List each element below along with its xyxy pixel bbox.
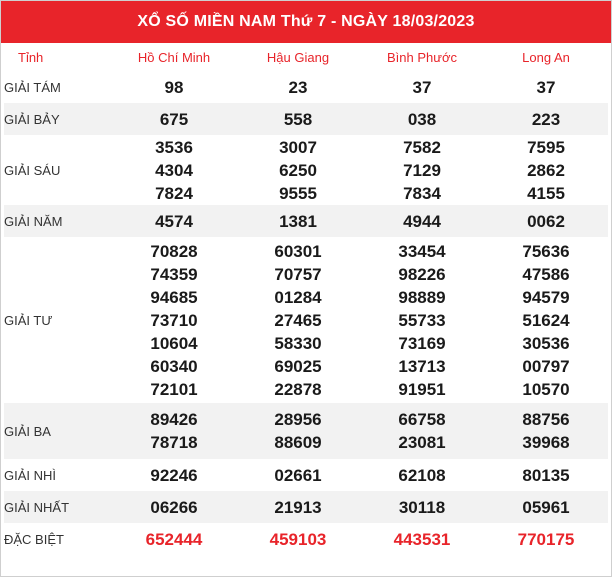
- prize-cell: [236, 71, 360, 103]
- winning-number: 60340: [150, 356, 198, 376]
- winning-number: 9555: [279, 183, 317, 203]
- prize-row: [4, 71, 608, 103]
- prize-cell: [112, 237, 236, 403]
- winning-number: 10604: [150, 333, 198, 353]
- winning-number: 94685: [150, 287, 198, 307]
- prize-cell: [484, 237, 608, 403]
- province-hcm[interactable]: Hồ Chí Minh: [137, 49, 211, 65]
- winning-number: 02661: [274, 465, 322, 485]
- winning-number: 22878: [274, 379, 322, 399]
- winning-number: 1381: [279, 211, 317, 231]
- winning-number: 39968: [522, 433, 570, 452]
- winning-number: 92246: [150, 465, 198, 485]
- prize-cell: [360, 459, 484, 491]
- prize-cell: [236, 237, 360, 403]
- prize-label: GIẢI TƯ: [4, 312, 53, 328]
- winning-number: 33454: [398, 241, 446, 261]
- winning-number: 443531: [393, 529, 451, 549]
- winning-number: 10570: [522, 379, 570, 399]
- prize-label: GIẢI NĂM: [4, 205, 112, 237]
- winning-number: 675: [159, 109, 189, 129]
- winning-number: 23: [288, 77, 308, 97]
- prize-row: [4, 135, 608, 205]
- prize-cell: [112, 103, 236, 135]
- prize-row: [4, 205, 608, 237]
- province-column-label: Tỉnh: [18, 49, 44, 65]
- prize-label: GIẢI NHÌ: [4, 467, 57, 483]
- prize-cell: [484, 403, 608, 459]
- winning-number: 51624: [522, 310, 570, 330]
- prize-label: GIẢI NHẤT: [4, 491, 112, 523]
- prize-label: GIẢI TÁM: [4, 79, 61, 95]
- winning-number: 652444: [145, 529, 203, 549]
- winning-number: 0062: [527, 211, 565, 231]
- winning-number: 558: [283, 109, 313, 129]
- prize-cell: [484, 135, 608, 205]
- winning-number: 7595: [527, 137, 565, 157]
- prize-cell: [360, 71, 484, 103]
- prize-cell: [236, 491, 360, 523]
- winning-number: 94579: [522, 287, 570, 307]
- table-header-row: [4, 43, 608, 71]
- winning-number: 7824: [155, 183, 193, 203]
- prize-cell: [236, 103, 360, 135]
- prize-cell: [112, 135, 236, 205]
- prize-label: ĐẶC BIỆT: [4, 531, 64, 547]
- winning-number: 78718: [150, 433, 198, 452]
- province-long-an[interactable]: Long An: [522, 49, 570, 65]
- prize-cell: [112, 205, 236, 237]
- prize-cell: [360, 237, 484, 403]
- prize-row: [4, 491, 608, 523]
- prize-cell: [484, 459, 608, 491]
- prize-cell: [236, 523, 360, 555]
- winning-number: 6250: [279, 160, 317, 180]
- prize-cell: [236, 403, 360, 459]
- winning-number: 23081: [398, 433, 446, 452]
- prize-cell: [484, 103, 608, 135]
- prize-cell: [112, 523, 236, 555]
- prize-row: [4, 459, 608, 491]
- page-title: XỔ SỐ MIỀN NAM Thứ 7 - NGÀY 18/03/2023: [1, 1, 611, 43]
- winning-number: 66758: [398, 410, 446, 429]
- winning-number: 37: [536, 77, 556, 97]
- prize-cell: [112, 459, 236, 491]
- winning-number: 98889: [398, 287, 446, 307]
- winning-number: 69025: [274, 356, 322, 376]
- prize-label: GIẢI SÁU: [4, 162, 61, 178]
- prize-cell: [112, 71, 236, 103]
- winning-number: 98: [164, 77, 184, 97]
- winning-number: 89426: [150, 410, 198, 429]
- winning-number: 74359: [150, 264, 198, 284]
- prize-cell: [236, 205, 360, 237]
- winning-number: 58330: [274, 333, 322, 353]
- prize-cell: [360, 523, 484, 555]
- winning-number: 4155: [527, 183, 565, 203]
- prize-cell: [360, 205, 484, 237]
- winning-number: 75636: [522, 241, 570, 261]
- winning-number: 01284: [274, 287, 322, 307]
- prize-cell: [112, 491, 236, 523]
- prize-cell: [360, 135, 484, 205]
- winning-number: 70828: [150, 241, 198, 261]
- winning-number: 30118: [398, 497, 446, 517]
- winning-number: 7834: [403, 183, 441, 203]
- prize-cell: [112, 403, 236, 459]
- winning-number: 88756: [522, 410, 570, 429]
- prize-cell: [360, 403, 484, 459]
- results-table: [4, 43, 608, 555]
- winning-number: 62108: [398, 465, 446, 485]
- winning-number: 7582: [403, 137, 441, 157]
- winning-number: 038: [407, 109, 437, 129]
- winning-number: 7129: [403, 160, 441, 180]
- winning-number: 73169: [398, 333, 446, 353]
- prize-cell: [360, 491, 484, 523]
- province-binh-phuoc[interactable]: Bình Phước: [387, 49, 457, 65]
- prize-cell: [484, 71, 608, 103]
- winning-number: 4944: [403, 211, 441, 231]
- winning-number: 28956: [274, 410, 322, 429]
- special-prize-row: [4, 523, 608, 555]
- winning-number: 55733: [398, 310, 446, 330]
- results-body: [4, 71, 608, 555]
- winning-number: 3536: [155, 137, 193, 157]
- winning-number: 06266: [150, 497, 198, 517]
- prize-cell: [236, 135, 360, 205]
- winning-number: 70757: [274, 264, 322, 284]
- prize-row: [4, 403, 608, 459]
- prize-cell: [484, 205, 608, 237]
- prize-row: [4, 103, 608, 135]
- prize-row: [4, 237, 608, 403]
- winning-number: 88609: [274, 433, 322, 452]
- prize-cell: [360, 103, 484, 135]
- winning-number: 60301: [274, 241, 322, 261]
- winning-number: 00797: [522, 356, 570, 376]
- prize-label: GIẢI BA: [4, 403, 112, 459]
- winning-number: 4304: [155, 160, 193, 180]
- winning-number: 21913: [274, 497, 322, 517]
- winning-number: 80135: [522, 465, 570, 485]
- winning-number: 3007: [279, 137, 317, 157]
- winning-number: 30536: [522, 333, 570, 353]
- winning-number: 72101: [150, 379, 198, 399]
- winning-number: 27465: [274, 310, 322, 330]
- winning-number: 91951: [398, 379, 446, 399]
- prize-cell: [484, 523, 608, 555]
- winning-number: 4574: [155, 211, 193, 231]
- winning-number: 47586: [522, 264, 570, 284]
- winning-number: 37: [412, 77, 432, 97]
- winning-number: 770175: [517, 529, 575, 549]
- prize-label: GIẢI BẢY: [4, 103, 112, 135]
- winning-number: 2862: [527, 160, 565, 180]
- winning-number: 459103: [269, 529, 327, 549]
- prize-cell: [484, 491, 608, 523]
- winning-number: 98226: [398, 264, 446, 284]
- winning-number: 73710: [150, 310, 198, 330]
- winning-number: 13713: [398, 356, 446, 376]
- prize-cell: [236, 459, 360, 491]
- province-hau-giang[interactable]: Hậu Giang: [266, 49, 330, 65]
- winning-number: 05961: [522, 497, 570, 517]
- winning-number: 223: [531, 109, 561, 129]
